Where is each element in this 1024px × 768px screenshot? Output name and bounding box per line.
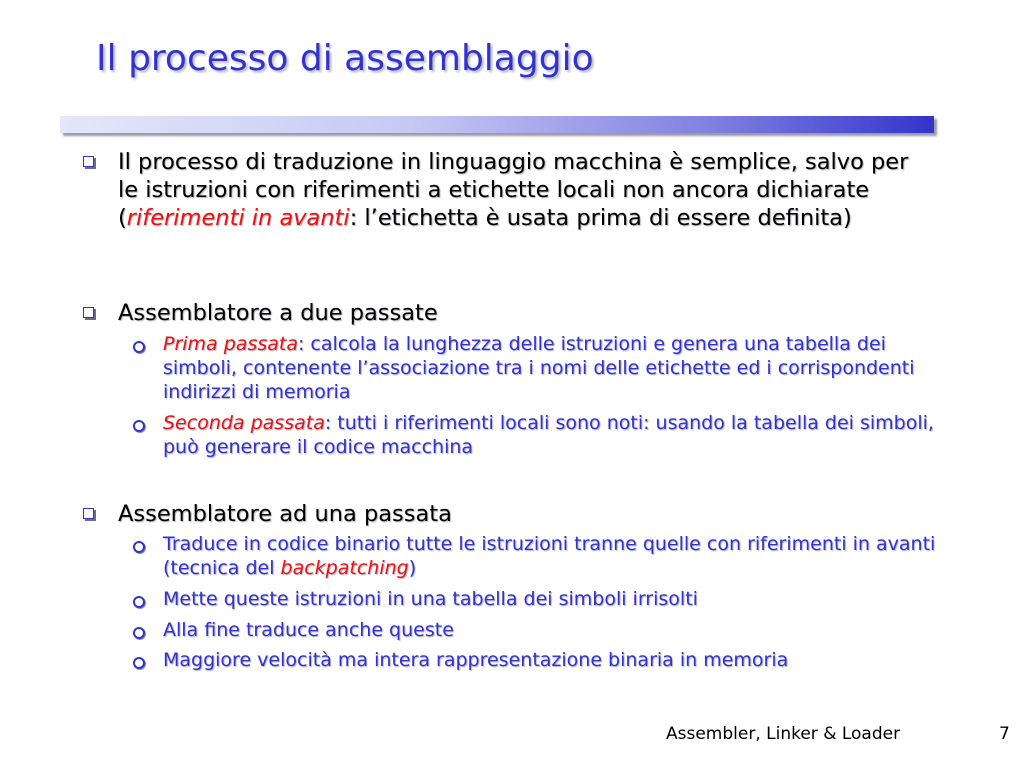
circle-bullet-icon bbox=[133, 541, 145, 553]
circle-bullet-icon bbox=[133, 627, 145, 639]
square-bullet-icon bbox=[83, 508, 94, 519]
bullet-2-sub-1-highlight: Prima passata bbox=[163, 333, 298, 355]
square-bullet-icon bbox=[83, 307, 94, 318]
bullet-2: Assemblatore a due passate bbox=[118, 300, 438, 326]
bullet-2-sub-2-text: : tutti i riferimenti locali sono noti: usando la tabella dei simboli, può generare il codice macchina bbox=[163, 412, 934, 458]
slide-title: Il processo di assemblaggio bbox=[96, 38, 594, 79]
bullet-3-sub-1-text-b: ) bbox=[408, 557, 417, 579]
bullet-1 bbox=[118, 148, 918, 232]
bullet-2-sub-1-text: : calcola la lunghezza delle istruzioni e genera una tabella dei simboli, contenente l’associazione tra i nomi delle etichette ed i corrispondenti indirizzi di memoria bbox=[163, 333, 915, 403]
square-bullet-icon bbox=[83, 156, 94, 167]
bullet-1-text-a: Il processo di traduzione in linguaggio macchina è semplice, salvo per le istruzioni con riferimenti a etichette locali non ancora dichiarate ( bbox=[118, 149, 909, 231]
bullet-3-sub-3: Alla fine traduce anche queste bbox=[163, 619, 454, 641]
title-underline-bar bbox=[60, 116, 934, 133]
circle-bullet-icon bbox=[133, 596, 145, 608]
page-number: 7 bbox=[999, 724, 1010, 744]
bullet-3: Assemblatore ad una passata bbox=[118, 501, 452, 527]
circle-bullet-icon bbox=[133, 341, 145, 353]
bullet-1-text-b: : l’etichetta è usata prima di essere definita) bbox=[349, 205, 852, 231]
bullet-3-sub-2: Mette queste istruzioni in una tabella dei simboli irrisolti bbox=[163, 588, 698, 610]
footer-title: Assembler, Linker & Loader bbox=[666, 724, 901, 744]
bullet-3-sub-1-highlight: backpatching bbox=[280, 557, 409, 579]
bullet-2-sub-2 bbox=[163, 411, 943, 459]
bullet-3-sub-1-text-a: Traduce in codice binario tutte le istruzioni tranne quelle con riferimenti in avanti (tecnica del bbox=[163, 533, 936, 579]
circle-bullet-icon bbox=[133, 420, 145, 432]
circle-bullet-icon bbox=[133, 657, 145, 669]
bullet-1-highlight: riferimenti in avanti bbox=[126, 205, 350, 231]
bullet-3-sub-4: Maggiore velocità ma intera rappresentazione binaria in memoria bbox=[163, 649, 789, 671]
bullet-2-sub-1 bbox=[163, 332, 943, 404]
bullet-3-sub-1 bbox=[163, 532, 943, 580]
bullet-2-sub-2-highlight: Seconda passata bbox=[163, 412, 325, 434]
